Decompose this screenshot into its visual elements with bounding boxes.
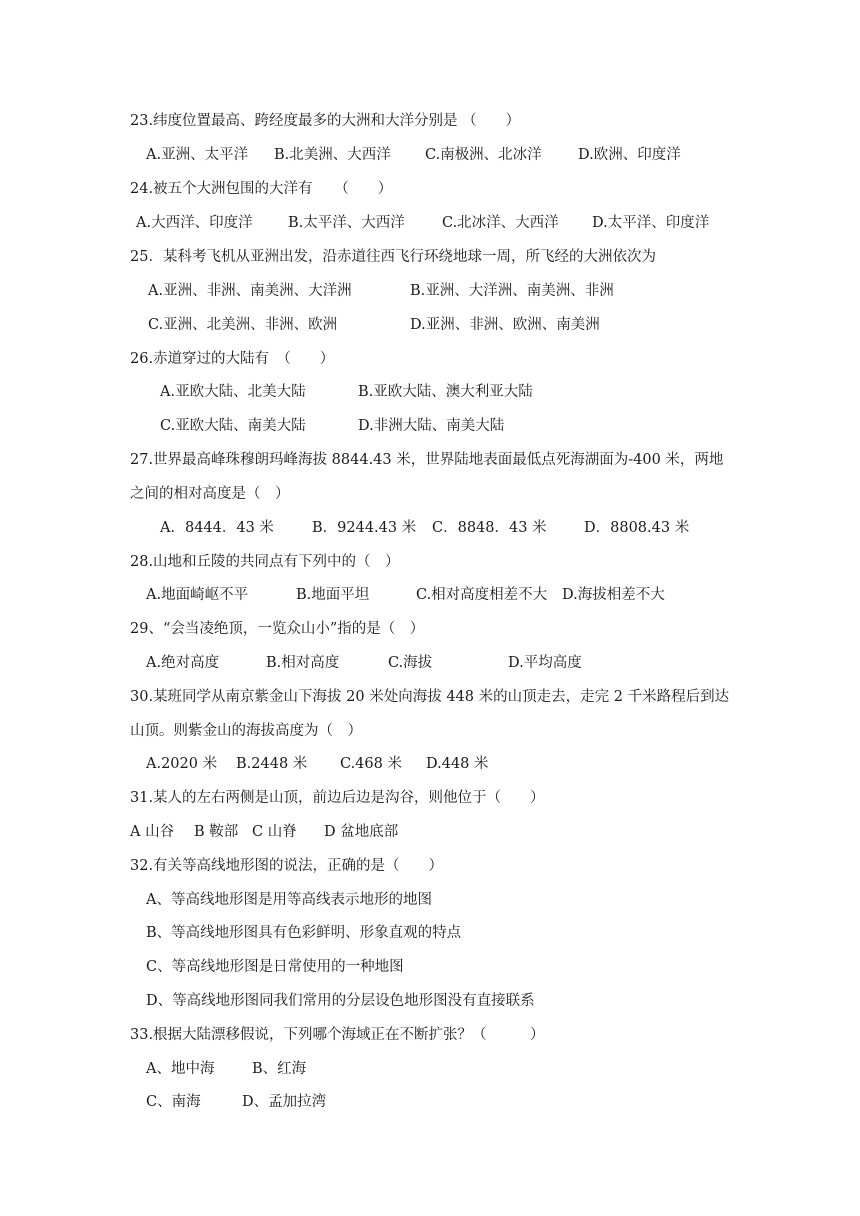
question-33-option-a: A、地中海 [146, 1061, 215, 1077]
question-31-stem: 31.某人的左右两侧是山顶，前边后边是沟谷，则他位于（ ） [130, 790, 545, 806]
question-28-option-b: B.地面平坦 [296, 587, 370, 603]
question-26-option-b: B.亚欧大陆、澳大利亚大陆 [358, 384, 533, 400]
question-31-option-a: A 山谷 [130, 824, 175, 840]
question-28-option-a: A.地面崎岖不平 [146, 587, 249, 603]
question-24-option-d: D.太平洋、印度洋 [592, 215, 710, 231]
question-30-option-a: A.2020 米 [146, 756, 218, 772]
question-32-option-c: C、等高线地形图是日常使用的一种地图 [146, 959, 404, 975]
question-27-option-c: C．8848．43 米 [432, 520, 547, 536]
question-28-option-d: D.海拔相差不大 [562, 587, 665, 603]
question-33-option-c: C、南海 [146, 1094, 201, 1110]
question-27-option-a: A．8444．43 米 [160, 520, 274, 536]
question-31-option-d: D 盆地底部 [324, 824, 399, 840]
question-26-option-c: C.亚欧大陆、南美大陆 [160, 418, 306, 434]
question-30-option-b: B.2448 米 [236, 756, 308, 772]
question-27-stem-line2: 之间的相对高度是（ ） [130, 486, 290, 502]
question-31-option-c: C 山脊 [252, 824, 297, 840]
question-27-option-d: D．8808.43 米 [584, 520, 690, 536]
question-29-stem: 29、“会当凌绝顶，一览众山小”指的是（ ） [130, 621, 425, 637]
question-30-stem-line1: 30.某班同学从南京紫金山下海拔 20 米处向海拔 448 米的山顶走去，走完 2 千米路程后到达 [130, 689, 730, 705]
question-24-option-a: A.大西洋、印度洋 [136, 215, 253, 231]
question-27-option-b: B．9244.43 米 [312, 520, 417, 536]
question-25-stem: 25．某科考飞机从亚洲出发，沿赤道往西飞行环绕地球一周，所飞经的大洲依次为 [130, 249, 656, 265]
question-26-stem: 26.赤道穿过的大陆有 （ ） [130, 351, 335, 367]
question-29-option-c: C.海拔 [388, 655, 433, 671]
question-25-option-d: D.亚洲、非洲、欧洲、南美洲 [410, 317, 600, 333]
question-33-option-d: D、孟加拉湾 [242, 1094, 327, 1110]
question-25-option-a: A.亚洲、非洲、南美洲、大洋洲 [148, 283, 352, 299]
question-25-option-b: B.亚洲、大洋洲、南美洲、非洲 [410, 283, 614, 299]
question-30-stem-line2: 山顶。则紫金山的海拔高度为（ ） [130, 723, 362, 739]
question-23-option-a: A.亚洲、太平洋 [146, 147, 249, 163]
question-23-option-b: B.北美洲、大西洋 [274, 147, 391, 163]
question-29-option-d: D.平均高度 [508, 655, 582, 671]
question-24-option-b: B.太平洋、大西洋 [288, 215, 405, 231]
question-25-option-c: C.亚洲、北美洲、非洲、欧洲 [148, 317, 338, 333]
question-28-option-c: C.相对高度相差不大 [416, 587, 548, 603]
question-32-option-b: B、等高线地形图具有色彩鲜明、形象直观的特点 [146, 925, 462, 941]
question-27-stem-line1: 27.世界最高峰珠穆朗玛峰海拔 8844.43 米，世界陆地表面最低点死海湖面为-400 米，两地 [130, 452, 724, 468]
question-23-option-d: D.欧洲、印度洋 [578, 147, 681, 163]
question-31-option-b: B 鞍部 [194, 824, 239, 840]
question-24-stem: 24.被五个大洲包围的大洋有 （ ） [130, 181, 393, 197]
question-23-option-c: C.南极洲、北冰洋 [425, 147, 542, 163]
question-28-stem: 28.山地和丘陵的共同点有下列中的（ ） [130, 554, 400, 570]
question-30-option-c: C.468 米 [340, 756, 402, 772]
question-26-option-a: A.亚欧大陆、北美大陆 [160, 384, 306, 400]
question-29-option-b: B.相对高度 [266, 655, 340, 671]
question-32-option-a: A、等高线地形图是用等高线表示地形的地图 [146, 892, 432, 908]
question-30-option-d: D.448 米 [426, 756, 489, 772]
question-32-stem: 32.有关等高线地形图的说法，正确的是（ ） [130, 858, 444, 874]
question-24-option-c: C.北冰洋、大西洋 [442, 215, 559, 231]
question-29-option-a: A.绝对高度 [146, 655, 220, 671]
question-33-option-b: B、红海 [252, 1061, 307, 1077]
question-32-option-d: D、等高线地形图同我们常用的分层设色地形图没有直接联系 [146, 993, 535, 1009]
question-26-option-d: D.非洲大陆、南美大陆 [358, 418, 505, 434]
question-33-stem: 33.根据大陆漂移假说，下列哪个海域正在不断扩张？（ ） [130, 1027, 545, 1043]
question-23-stem: 23.纬度位置最高、跨经度最多的大洲和大洋分别是 （ ） [130, 113, 521, 129]
